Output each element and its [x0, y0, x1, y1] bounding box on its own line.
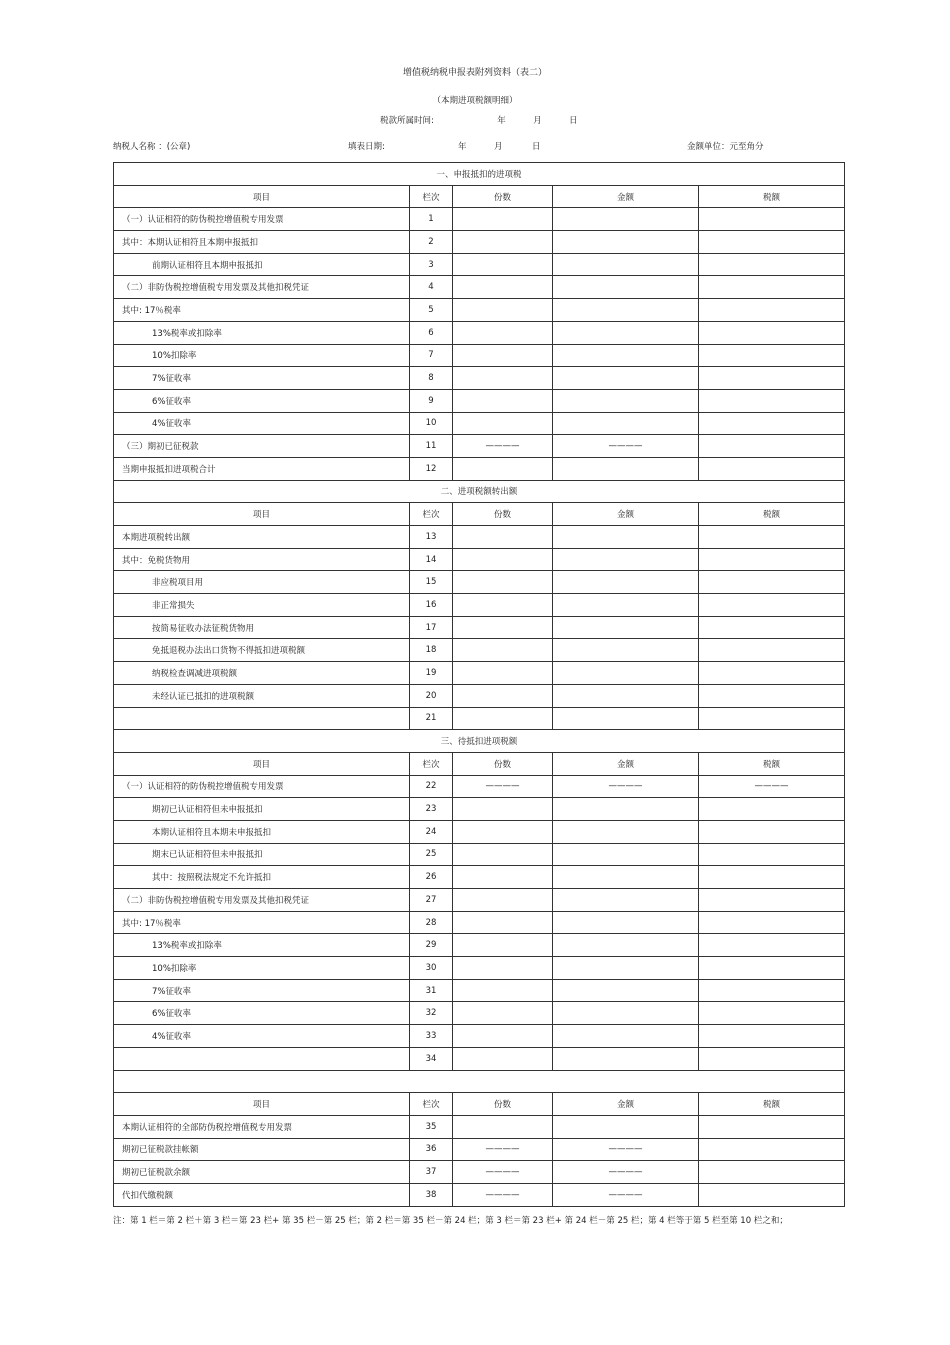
- cell-copies-empty: [453, 276, 553, 299]
- cell-amount-empty: [553, 866, 699, 889]
- row-label: 其中：免税货物用: [114, 548, 410, 571]
- row-line-number: 16: [410, 594, 453, 617]
- cell-tax-empty: [699, 389, 845, 412]
- column-header-row: [114, 503, 845, 526]
- row-line-number: 23: [410, 798, 453, 821]
- row-line-number: 6: [410, 321, 453, 344]
- fill-date-label: 填表日期:: [348, 142, 385, 152]
- column-header-amount: 金额: [553, 185, 699, 208]
- cell-tax-empty: [699, 639, 845, 662]
- cell-amount-empty: [553, 253, 699, 276]
- row-label: [114, 1047, 410, 1070]
- table-row: [114, 321, 845, 344]
- cell-tax-empty: [699, 526, 845, 549]
- table-row: [114, 571, 845, 594]
- table-row: [114, 684, 845, 707]
- tax-period-year: 年: [497, 116, 506, 126]
- table-row: [114, 276, 845, 299]
- cell-tax-empty: [699, 843, 845, 866]
- column-header-copies: 份数: [453, 1093, 553, 1116]
- row-line-number: 3: [410, 253, 453, 276]
- cell-tax-empty: [699, 231, 845, 254]
- cell-copies-empty: [453, 344, 553, 367]
- cell-copies-empty: [453, 1115, 553, 1138]
- row-label: （三）期初已征税款: [114, 435, 410, 458]
- table-row: [114, 299, 845, 322]
- column-header-copies: 份数: [453, 185, 553, 208]
- cell-tax: ————: [699, 775, 845, 798]
- row-line-number: 18: [410, 639, 453, 662]
- cell-tax-empty: [699, 1161, 845, 1184]
- cell-tax-empty: [699, 367, 845, 390]
- row-line-number: 7: [410, 344, 453, 367]
- row-line-number: 13: [410, 526, 453, 549]
- row-label: 当期申报抵扣进项税合计: [114, 457, 410, 480]
- fill-date-day: 日: [532, 142, 541, 152]
- row-line-number: 11: [410, 435, 453, 458]
- cell-tax-empty: [699, 820, 845, 843]
- table-row: [114, 957, 845, 980]
- row-line-number: 29: [410, 934, 453, 957]
- column-header-amount: 金额: [553, 503, 699, 526]
- cell-amount-empty: [553, 889, 699, 912]
- table-row: [114, 707, 845, 730]
- row-line-number: 14: [410, 548, 453, 571]
- section-title: 三、待抵扣进项税额: [114, 730, 845, 753]
- table-row: [114, 1115, 845, 1138]
- row-line-number: 1: [410, 208, 453, 231]
- table-row: [114, 1002, 845, 1025]
- cell-copies-empty: [453, 662, 553, 685]
- cell-tax-empty: [699, 662, 845, 685]
- cell-amount-empty: [553, 662, 699, 685]
- cell-amount-empty: [553, 1002, 699, 1025]
- column-header-line: 栏次: [410, 1093, 453, 1116]
- cell-amount-empty: [553, 934, 699, 957]
- cell-amount-empty: [553, 412, 699, 435]
- column-header-row: [114, 1093, 845, 1116]
- row-line-number: 8: [410, 367, 453, 390]
- row-line-number: 32: [410, 1002, 453, 1025]
- cell-amount-empty: [553, 321, 699, 344]
- cell-amount-empty: [553, 231, 699, 254]
- cell-copies-empty: [453, 684, 553, 707]
- amount-unit-label: 金额单位：元至角分: [687, 142, 764, 152]
- cell-copies-empty: [453, 934, 553, 957]
- cell-copies-empty: [453, 979, 553, 1002]
- cell-amount-empty: [553, 299, 699, 322]
- cell-amount-empty: [553, 843, 699, 866]
- tax-period-label: 税款所属时间:: [380, 116, 434, 126]
- row-line-number: 27: [410, 889, 453, 912]
- row-line-number: 25: [410, 843, 453, 866]
- table-row: [114, 231, 845, 254]
- cell-amount: ————: [553, 1161, 699, 1184]
- cell-amount-empty: [553, 616, 699, 639]
- column-header-tax: 税额: [699, 185, 845, 208]
- cell-tax-empty: [699, 934, 845, 957]
- row-label: 本期认证相符且本期未申报抵扣: [114, 820, 410, 843]
- cell-tax-empty: [699, 684, 845, 707]
- cell-copies-empty: [453, 571, 553, 594]
- row-label: 纳税检查调减进项税额: [114, 662, 410, 685]
- row-label: 本期认证相符的全部防伪税控增值税专用发票: [114, 1115, 410, 1138]
- cell-copies-empty: [453, 548, 553, 571]
- cell-copies-empty: [453, 889, 553, 912]
- cell-tax-empty: [699, 253, 845, 276]
- cell-amount-empty: [553, 344, 699, 367]
- row-line-number: 21: [410, 707, 453, 730]
- cell-amount-empty: [553, 979, 699, 1002]
- column-header-copies: 份数: [453, 503, 553, 526]
- cell-amount-empty: [553, 594, 699, 617]
- tax-period: [380, 114, 578, 126]
- cell-copies-empty: [453, 1047, 553, 1070]
- table-row: [114, 594, 845, 617]
- row-line-number: 20: [410, 684, 453, 707]
- row-label: 期初已认证相符但未申报抵扣: [114, 798, 410, 821]
- row-line-number: 4: [410, 276, 453, 299]
- section-header-row: [114, 1070, 845, 1093]
- column-header-item: 项目: [114, 503, 410, 526]
- table-row: [114, 457, 845, 480]
- table-row: [114, 889, 845, 912]
- row-label: 4%征收率: [114, 412, 410, 435]
- cell-tax-empty: [699, 1047, 845, 1070]
- row-label: 按简易征收办法征税货物用: [114, 616, 410, 639]
- row-label: 7%征收率: [114, 367, 410, 390]
- row-label: 前期认证相符且本期申报抵扣: [114, 253, 410, 276]
- taxpayer-name-label: 纳税人名称 ：(公章): [113, 142, 191, 152]
- row-line-number: 26: [410, 866, 453, 889]
- row-label: 其中：按照税法规定不允许抵扣: [114, 866, 410, 889]
- table-row: [114, 616, 845, 639]
- cell-tax-empty: [699, 571, 845, 594]
- table-row: [114, 775, 845, 798]
- row-label: （二）非防伪税控增值税专用发票及其他扣税凭证: [114, 889, 410, 912]
- cell-copies: ————: [453, 1161, 553, 1184]
- column-header-amount: 金额: [553, 1093, 699, 1116]
- table-row: [114, 1138, 845, 1161]
- row-line-number: 28: [410, 911, 453, 934]
- cell-tax-empty: [699, 1025, 845, 1048]
- cell-amount-empty: [553, 707, 699, 730]
- cell-copies-empty: [453, 457, 553, 480]
- cell-amount-empty: [553, 389, 699, 412]
- row-line-number: 35: [410, 1115, 453, 1138]
- cell-tax-empty: [699, 299, 845, 322]
- row-label: 本期进项税转出额: [114, 526, 410, 549]
- cell-amount-empty: [553, 798, 699, 821]
- row-line-number: 5: [410, 299, 453, 322]
- cell-amount-empty: [553, 526, 699, 549]
- table-row: [114, 412, 845, 435]
- column-header-row: [114, 185, 845, 208]
- row-label: 13%税率或扣除率: [114, 321, 410, 344]
- column-header-row: [114, 752, 845, 775]
- table-row: [114, 548, 845, 571]
- cell-amount: ————: [553, 775, 699, 798]
- table-row: [114, 344, 845, 367]
- row-label: 10%扣除率: [114, 344, 410, 367]
- row-label: 其中: 17％税率: [114, 299, 410, 322]
- column-header-item: 项目: [114, 185, 410, 208]
- table-row: [114, 798, 845, 821]
- table-row: [114, 1161, 845, 1184]
- column-header-line: 栏次: [410, 185, 453, 208]
- row-label: 未经认证已抵扣的进项税额: [114, 684, 410, 707]
- cell-amount-empty: [553, 684, 699, 707]
- cell-amount: ————: [553, 435, 699, 458]
- cell-tax-empty: [699, 707, 845, 730]
- table-row: [114, 208, 845, 231]
- row-line-number: 22: [410, 775, 453, 798]
- cell-amount-empty: [553, 276, 699, 299]
- row-line-number: 31: [410, 979, 453, 1002]
- table-row: [114, 435, 845, 458]
- row-line-number: 15: [410, 571, 453, 594]
- section-header-row: [114, 163, 845, 186]
- cell-tax-empty: [699, 979, 845, 1002]
- cell-tax-empty: [699, 1002, 845, 1025]
- table-row: [114, 389, 845, 412]
- cell-tax-empty: [699, 616, 845, 639]
- footnote: 注：第 1 栏＝第 2 栏＋第 3 栏＝第 23 栏+ 第 35 栏－第 25 栏；第 2 栏＝第 35 栏－第 24 栏；第 3 栏＝第 23 栏+ 第 24 栏－第 25 栏；第 4 栏等于第 5 栏至第 10 栏之和；: [113, 1216, 788, 1226]
- cell-copies: ————: [453, 1183, 553, 1206]
- cell-copies-empty: [453, 843, 553, 866]
- cell-copies-empty: [453, 616, 553, 639]
- row-label: （一）认证相符的防伪税控增值税专用发票: [114, 775, 410, 798]
- row-label: 期初已征税款余额: [114, 1161, 410, 1184]
- cell-amount-empty: [553, 639, 699, 662]
- row-label: 代扣代缴税额: [114, 1183, 410, 1206]
- cell-tax-empty: [699, 866, 845, 889]
- column-header-line: 栏次: [410, 503, 453, 526]
- column-header-copies: 份数: [453, 752, 553, 775]
- cell-copies-empty: [453, 957, 553, 980]
- cell-tax-empty: [699, 798, 845, 821]
- cell-tax-empty: [699, 1183, 845, 1206]
- table-row: [114, 662, 845, 685]
- cell-tax-empty: [699, 548, 845, 571]
- cell-copies-empty: [453, 911, 553, 934]
- cell-amount-empty: [553, 457, 699, 480]
- column-header-amount: 金额: [553, 752, 699, 775]
- row-line-number: 36: [410, 1138, 453, 1161]
- cell-amount-empty: [553, 1025, 699, 1048]
- column-header-item: 项目: [114, 1093, 410, 1116]
- row-label: 期初已征税款挂帐额: [114, 1138, 410, 1161]
- cell-tax-empty: [699, 457, 845, 480]
- cell-amount-empty: [553, 1047, 699, 1070]
- cell-copies-empty: [453, 1025, 553, 1048]
- form-subtitle: （本期进项税额明细）: [432, 96, 518, 106]
- cell-copies: ————: [453, 435, 553, 458]
- cell-tax-empty: [699, 208, 845, 231]
- table-row: [114, 843, 845, 866]
- column-header-item: 项目: [114, 752, 410, 775]
- cell-copies-empty: [453, 299, 553, 322]
- table-row: [114, 639, 845, 662]
- cell-tax-empty: [699, 911, 845, 934]
- cell-amount: ————: [553, 1138, 699, 1161]
- cell-copies-empty: [453, 208, 553, 231]
- cell-copies-empty: [453, 1002, 553, 1025]
- cell-tax-empty: [699, 889, 845, 912]
- column-header-line: 栏次: [410, 752, 453, 775]
- row-label: [114, 707, 410, 730]
- cell-amount-empty: [553, 367, 699, 390]
- cell-copies-empty: [453, 367, 553, 390]
- row-line-number: 12: [410, 457, 453, 480]
- row-label: 免抵退税办法出口货物不得抵扣进项税额: [114, 639, 410, 662]
- section-title: 一、申报抵扣的进项税: [114, 163, 845, 186]
- section-header-row: [114, 730, 845, 753]
- cell-tax-empty: [699, 1115, 845, 1138]
- cell-amount-empty: [553, 1115, 699, 1138]
- row-line-number: 37: [410, 1161, 453, 1184]
- cell-tax-empty: [699, 321, 845, 344]
- table-row: [114, 979, 845, 1002]
- row-label: 其中: 17％税率: [114, 911, 410, 934]
- row-line-number: 2: [410, 231, 453, 254]
- cell-amount-empty: [553, 208, 699, 231]
- input-tax-detail-table: [113, 162, 845, 1207]
- cell-copies-empty: [453, 526, 553, 549]
- cell-amount-empty: [553, 820, 699, 843]
- section-title: 二、进项税额转出额: [114, 480, 845, 503]
- row-label: 非正常损失: [114, 594, 410, 617]
- column-header-tax: 税额: [699, 752, 845, 775]
- cell-copies-empty: [453, 866, 553, 889]
- cell-copies-empty: [453, 389, 553, 412]
- row-label: 其中：本期认证相符且本期申报抵扣: [114, 231, 410, 254]
- cell-amount-empty: [553, 911, 699, 934]
- table-row: [114, 1047, 845, 1070]
- row-label: 非应税项目用: [114, 571, 410, 594]
- table-body: [114, 163, 845, 1207]
- cell-copies-empty: [453, 594, 553, 617]
- row-line-number: 24: [410, 820, 453, 843]
- row-label: 4%征收率: [114, 1025, 410, 1048]
- column-header-tax: 税额: [699, 503, 845, 526]
- cell-copies-empty: [453, 321, 553, 344]
- row-line-number: 33: [410, 1025, 453, 1048]
- cell-copies-empty: [453, 231, 553, 254]
- tax-period-month: 月: [533, 116, 542, 126]
- table-row: [114, 367, 845, 390]
- row-line-number: 9: [410, 389, 453, 412]
- cell-tax-empty: [699, 412, 845, 435]
- table-row: [114, 866, 845, 889]
- row-label: 期末已认证相符但未申报抵扣: [114, 843, 410, 866]
- table-row: [114, 1183, 845, 1206]
- column-header-tax: 税额: [699, 1093, 845, 1116]
- cell-tax-empty: [699, 276, 845, 299]
- row-label: （二）非防伪税控增值税专用发票及其他扣税凭证: [114, 276, 410, 299]
- cell-tax-empty: [699, 435, 845, 458]
- cell-tax-empty: [699, 1138, 845, 1161]
- fill-date-year: 年: [458, 142, 467, 152]
- section-header-row: [114, 480, 845, 503]
- cell-amount: ————: [553, 1183, 699, 1206]
- row-label: 13%税率或扣除率: [114, 934, 410, 957]
- section-title: [114, 1070, 845, 1093]
- cell-tax-empty: [699, 594, 845, 617]
- cell-amount-empty: [553, 571, 699, 594]
- row-line-number: 19: [410, 662, 453, 685]
- cell-tax-empty: [699, 344, 845, 367]
- tax-period-day: 日: [569, 116, 578, 126]
- row-line-number: 34: [410, 1047, 453, 1070]
- row-line-number: 17: [410, 616, 453, 639]
- cell-copies-empty: [453, 798, 553, 821]
- cell-copies-empty: [453, 639, 553, 662]
- cell-amount-empty: [553, 957, 699, 980]
- cell-tax-empty: [699, 957, 845, 980]
- cell-amount-empty: [553, 548, 699, 571]
- row-label: 7%征收率: [114, 979, 410, 1002]
- cell-copies: ————: [453, 1138, 553, 1161]
- cell-copies-empty: [453, 412, 553, 435]
- cell-copies-empty: [453, 707, 553, 730]
- cell-copies-empty: [453, 820, 553, 843]
- cell-copies: ————: [453, 775, 553, 798]
- row-label: 6%征收率: [114, 389, 410, 412]
- row-label: 10%扣除率: [114, 957, 410, 980]
- row-label: 6%征收率: [114, 1002, 410, 1025]
- table-row: [114, 820, 845, 843]
- form-title: 增值税纳税申报表附列资料（表二）: [402, 68, 547, 78]
- row-line-number: 38: [410, 1183, 453, 1206]
- table-row: [114, 526, 845, 549]
- fill-date-month: 月: [494, 142, 503, 152]
- table-row: [114, 253, 845, 276]
- table-row: [114, 911, 845, 934]
- table-row: [114, 934, 845, 957]
- cell-copies-empty: [453, 253, 553, 276]
- row-line-number: 30: [410, 957, 453, 980]
- table-row: [114, 1025, 845, 1048]
- row-line-number: 10: [410, 412, 453, 435]
- row-label: （一）认证相符的防伪税控增值税专用发票: [114, 208, 410, 231]
